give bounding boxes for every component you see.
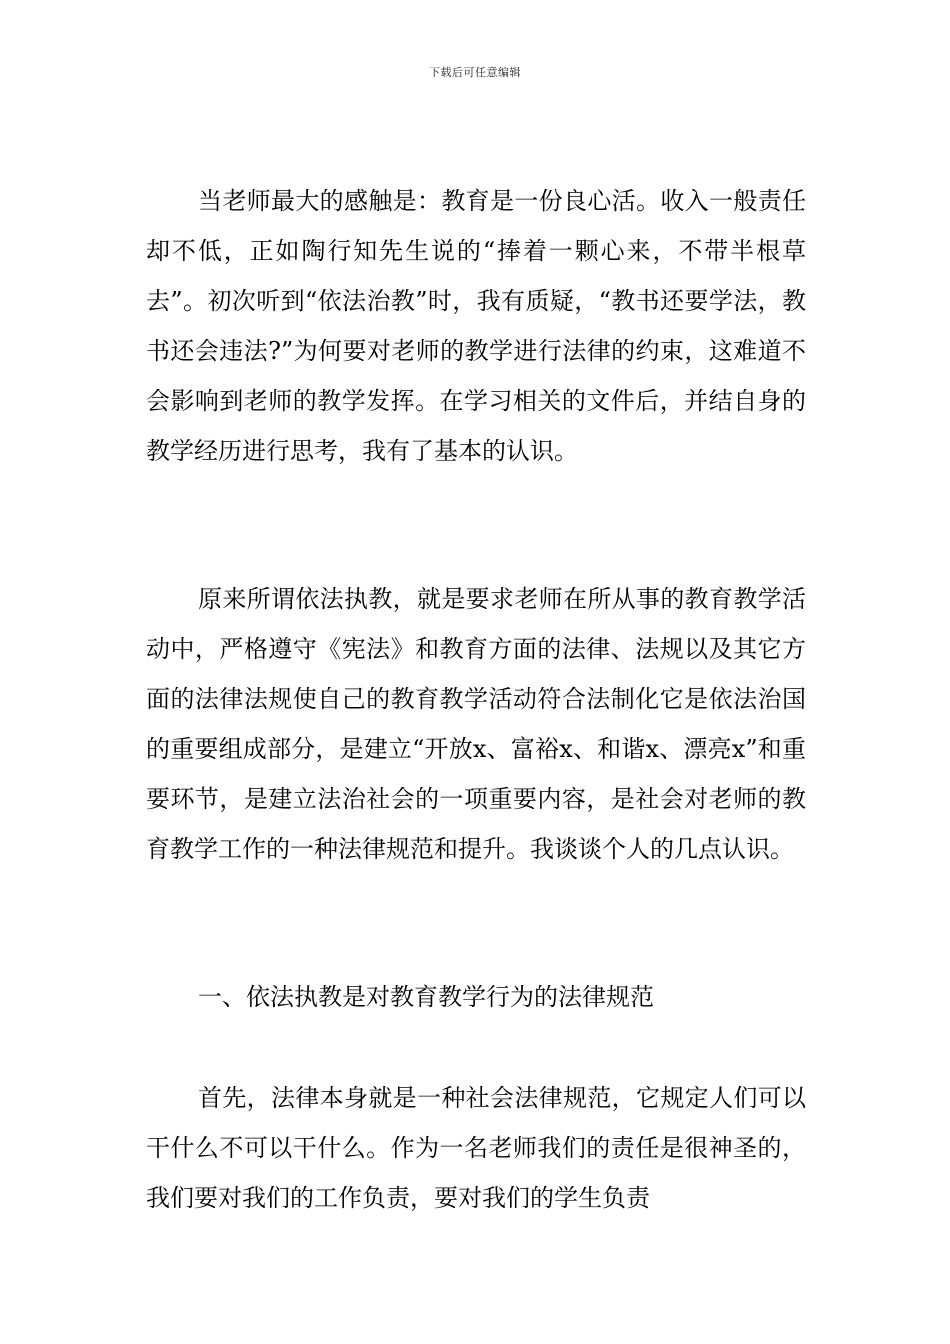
section-heading-1: 一、依法执教是对教育教学行为的法律规范 (198, 983, 654, 1011)
page-header-note: 下载后可任意编辑 (429, 66, 521, 79)
paragraph-definition: 原来所谓依法执教，就是要求老师在所从事的教育教学活动中，严格遵守《宪法》和教育方面的法律、法规以及其它方面的法律法规使自己的教育教学活动符合法制化它是依法治国的重要组成部分，是建立“开放x、富裕x、和谐x、漂亮x”和重要环节，是建立法治社会的一项重要内容，是社会对老师的教育教学工作的一种法律规范和提升。我谈谈个人的几点认识。 (146, 585, 806, 863)
paragraph-first-point: 首先，法律本身就是一种社会法律规范，它规定人们可以干什么不可以干什么。作为一名老师我们的责任是很神圣的，我们要对我们的工作负责，要对我们的学生负责 (146, 1084, 806, 1212)
paragraph-intro: 当老师最大的感触是：教育是一份良心活。收入一般责任却不低，正如陶行知先生说的“捧着一颗心来，不带半根草去”。初次听到“依法治教”时，我有质疑，“教书还要学法，教书还会违法?”为何要对老师的教学进行法律的约束，这难道不会影响到老师的教学发挥。在学习相关的文件后，并结自身的教学经历进行思考，我有了基本的认识。 (146, 187, 806, 465)
